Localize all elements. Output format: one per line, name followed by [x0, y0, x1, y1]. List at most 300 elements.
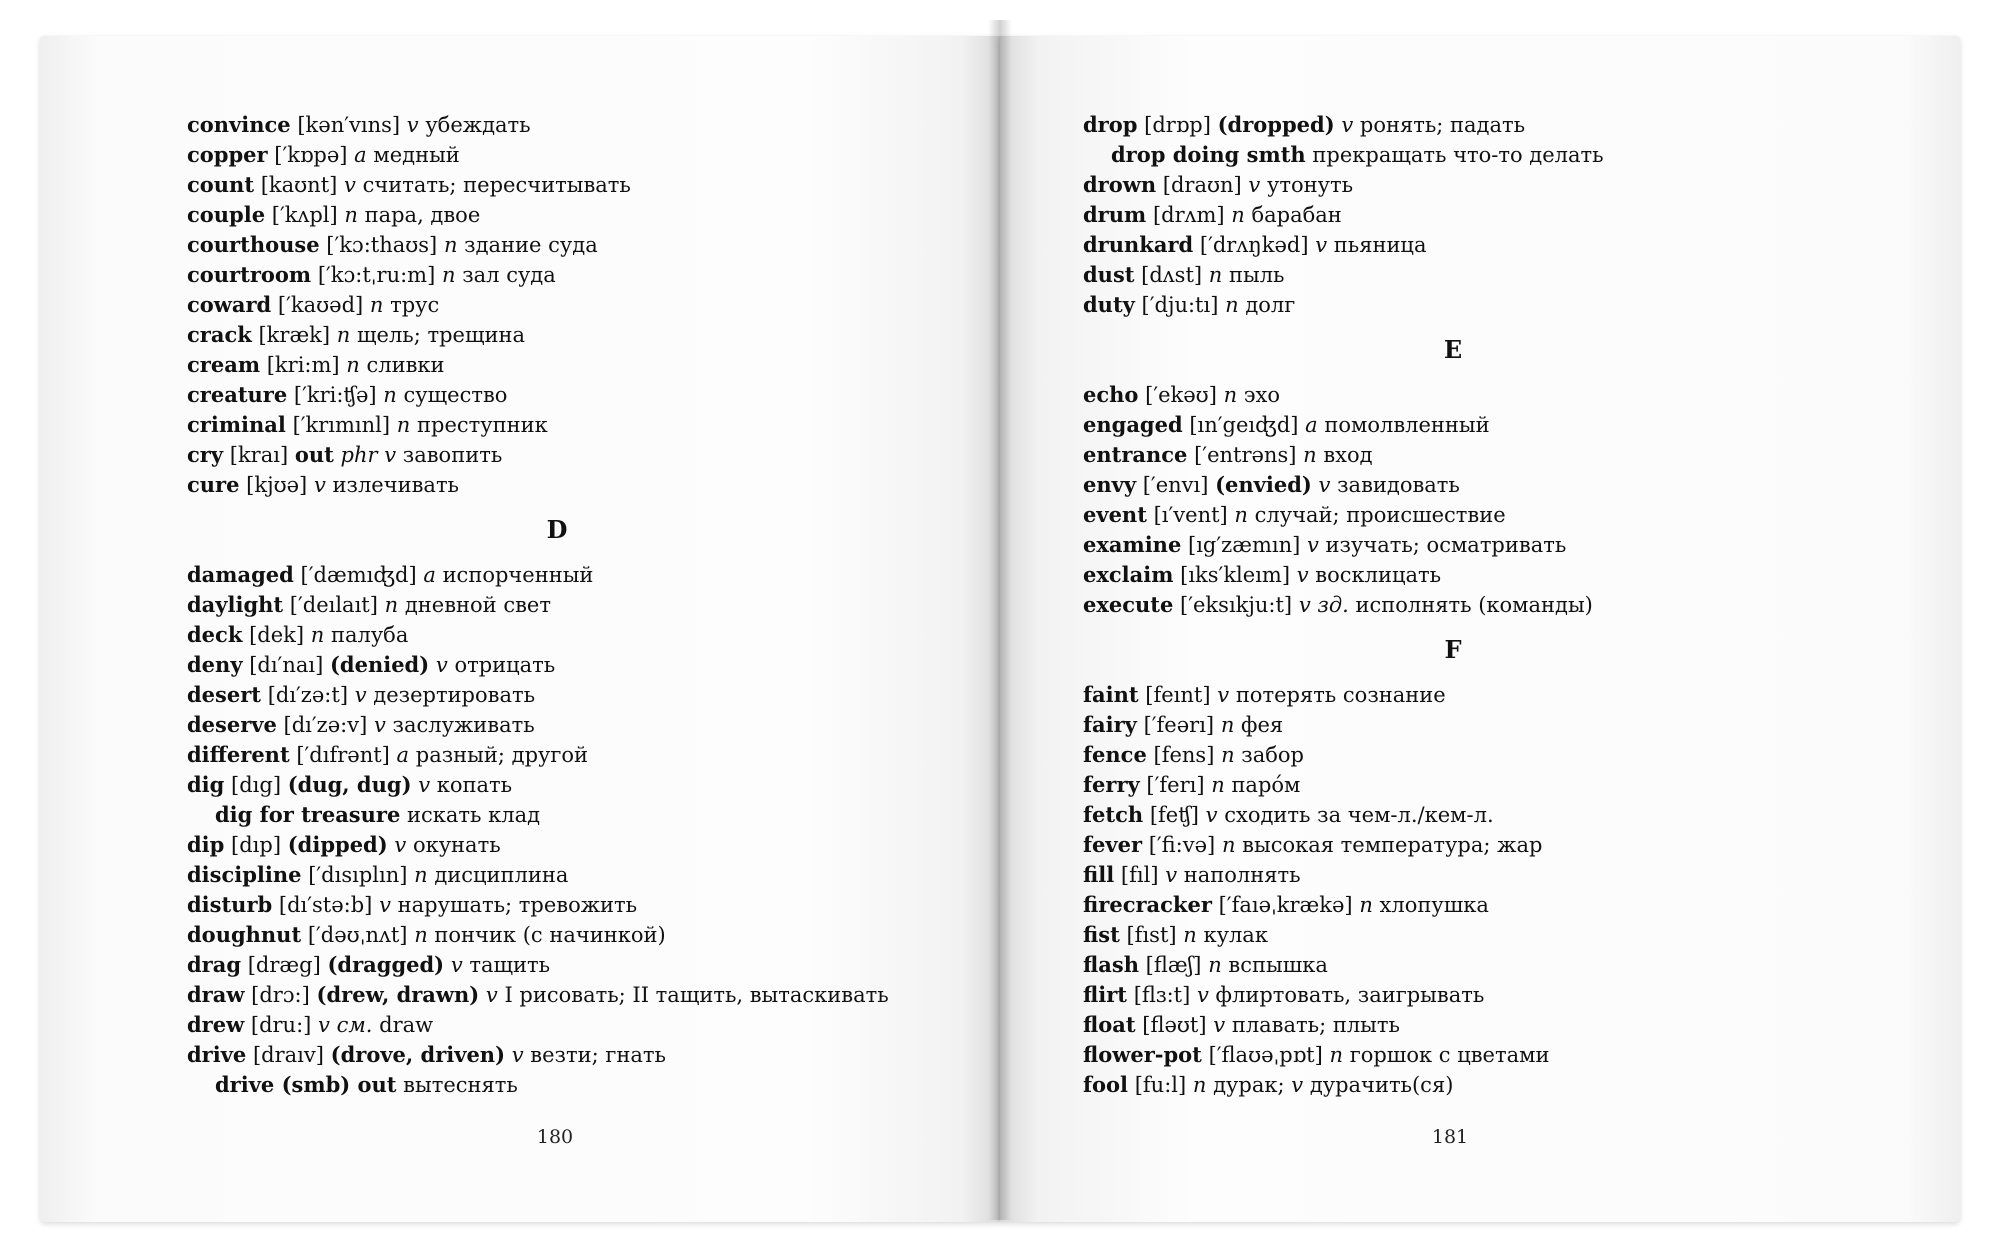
headword: fist: [1083, 922, 1120, 947]
part-of-speech: n: [384, 593, 399, 617]
part-of-speech: n: [414, 923, 428, 947]
reference-word: draw: [379, 1013, 434, 1037]
transcription: [′dısıplın]: [308, 863, 408, 887]
part-of-speech: n: [1329, 1043, 1344, 1067]
part-of-speech: v: [1341, 113, 1354, 137]
part-of-speech: n: [1220, 713, 1235, 737]
headword: firecracker: [1083, 892, 1212, 917]
transcription: [fens]: [1153, 743, 1215, 767]
translation: плавать; плыть: [1231, 1013, 1400, 1037]
translation: пара, двое: [364, 203, 481, 227]
part-of-speech: a: [1305, 413, 1318, 437]
headword: coward: [187, 292, 272, 317]
translation: преступник: [417, 413, 548, 437]
dictionary-entry: [1083, 260, 1843, 290]
dictionary-entry: [187, 740, 947, 770]
transcription: [′kʌpl]: [271, 203, 338, 227]
dictionary-entry: [187, 110, 947, 140]
transcription: [drɔ:]: [251, 983, 310, 1007]
transcription: [′kaʊəd]: [277, 293, 364, 317]
transcription: [feʧ]: [1149, 803, 1199, 827]
dictionary-entry: [187, 260, 947, 290]
word-forms: (drew, drawn): [316, 982, 480, 1007]
dictionary-entry: [1083, 410, 1843, 440]
translation: копать: [436, 773, 513, 797]
translation: высокая температура; жар: [1242, 833, 1543, 857]
headword: dig: [187, 772, 225, 797]
translation: хлопушка: [1379, 893, 1489, 917]
part-of-speech: v: [1296, 563, 1309, 587]
part-of-speech: v: [450, 953, 463, 977]
word-forms: (envied): [1215, 472, 1312, 497]
dictionary-entry: [1083, 110, 1843, 140]
dictionary-entry: [187, 1010, 947, 1040]
headword: count: [187, 172, 255, 197]
headword: flash: [1083, 952, 1139, 977]
part-of-speech: n: [1211, 773, 1225, 797]
headword: echo: [1083, 382, 1139, 407]
translation: флиртовать, заигрывать: [1215, 983, 1485, 1007]
transcription: [′dəʊˌnʌt]: [307, 923, 408, 947]
translation: потерять сознание: [1235, 683, 1446, 707]
headword: damaged: [187, 562, 294, 587]
headword: drop doing smth: [1111, 142, 1306, 167]
translation: палуба: [330, 623, 409, 647]
part-of-speech: n: [336, 323, 351, 347]
part-of-speech: n: [1221, 833, 1236, 857]
dictionary-entry: [1083, 980, 1843, 1010]
transcription: [kjʊə]: [246, 473, 308, 497]
translation: кулак: [1203, 923, 1268, 947]
part-of-speech: v: [418, 773, 431, 797]
part-of-speech: v: [1306, 533, 1319, 557]
dictionary-entry: [1083, 590, 1843, 620]
dictionary-entry: [187, 200, 947, 230]
dictionary-entry: [1083, 380, 1843, 410]
translation: фея: [1241, 713, 1284, 737]
translation: щель; трещина: [357, 323, 526, 347]
translation: эхо: [1243, 383, 1281, 407]
right-page-column: [1083, 110, 1843, 1100]
phrase-entry: [187, 1070, 947, 1100]
phrase-entry: [187, 800, 947, 830]
headword: drunkard: [1083, 232, 1194, 257]
dictionary-entry: [1083, 800, 1843, 830]
part-of-speech: v: [384, 443, 397, 467]
transcription: [dræg]: [247, 953, 321, 977]
headword: deserve: [187, 712, 277, 737]
dictionary-entry: [187, 1040, 947, 1070]
transcription: [′deılaıt]: [289, 593, 378, 617]
translation: вспышка: [1228, 953, 1328, 977]
transcription: [′kɔ:tˌru:m]: [317, 263, 436, 287]
dictionary-entry: [187, 620, 947, 650]
headword: engaged: [1083, 412, 1183, 437]
dictionary-entry: [1083, 710, 1843, 740]
headword: drive: [187, 1042, 247, 1067]
dictionary-entry: [187, 470, 947, 500]
dictionary-entry: [187, 830, 947, 860]
translation: считать; пересчитывать: [362, 173, 631, 197]
headword: courthouse: [187, 232, 320, 257]
transcription: [dı′naı]: [249, 653, 324, 677]
headword: faint: [1083, 682, 1139, 707]
translation: паро́м: [1231, 773, 1301, 797]
headword: execute: [1083, 592, 1174, 617]
headword: envy: [1083, 472, 1137, 497]
transcription: [kaʊnt]: [260, 173, 338, 197]
translation: барабан: [1251, 203, 1342, 227]
translation: долг: [1245, 293, 1296, 317]
part-of-speech: v: [1298, 593, 1311, 617]
word-forms: out: [294, 442, 334, 467]
word-forms: (drove, driven): [330, 1042, 506, 1067]
transcription: [flæʃ]: [1145, 953, 1202, 977]
book-gutter: [988, 20, 1012, 1220]
transcription: [feınt]: [1145, 683, 1211, 707]
part-of-speech: n: [369, 293, 384, 317]
translation: вход: [1323, 443, 1373, 467]
headword: fairy: [1083, 712, 1137, 737]
transcription: [dʌst]: [1141, 263, 1203, 287]
part-of-speech: n: [1208, 953, 1222, 977]
headword: drew: [187, 1012, 245, 1037]
usage-note: зд.: [1317, 593, 1349, 617]
word-forms: (dug, dug): [287, 772, 412, 797]
headword: copper: [187, 142, 268, 167]
translation: прекращать что-то делать: [1312, 143, 1604, 167]
part-of-speech: n: [441, 263, 456, 287]
headword: entrance: [1083, 442, 1188, 467]
transcription: [′drʌŋkəd]: [1199, 233, 1309, 257]
headword: duty: [1083, 292, 1135, 317]
dictionary-entry: [1083, 890, 1843, 920]
dictionary-entry: [187, 230, 947, 260]
dictionary-entry: [1083, 740, 1843, 770]
headword: cream: [187, 352, 261, 377]
section-letter: E: [1443, 335, 1463, 364]
transcription: [′feərı]: [1143, 713, 1215, 737]
part-of-speech: v: [1291, 1073, 1304, 1097]
dictionary-entry: [1083, 170, 1843, 200]
translation: дневной свет: [404, 593, 551, 617]
translation: вытеснять: [403, 1073, 518, 1097]
dictionary-entry: [1083, 470, 1843, 500]
headword: fill: [1083, 862, 1115, 887]
part-of-speech: v: [318, 1013, 330, 1037]
dictionary-entry: [1083, 200, 1843, 230]
dictionary-entry: [1083, 920, 1843, 950]
dictionary-entry: [187, 410, 947, 440]
part-of-speech: v: [1165, 863, 1178, 887]
part-of-speech: n: [344, 203, 358, 227]
translation: забор: [1241, 743, 1304, 767]
dictionary-entry: [1083, 530, 1843, 560]
part-of-speech: n: [1208, 263, 1223, 287]
translation: утонуть: [1266, 173, 1354, 197]
dictionary-entry: [1083, 770, 1843, 800]
translation: тащить: [469, 953, 551, 977]
transcription: [′kɔ:thaʊs]: [326, 233, 438, 257]
translation: зал суда: [462, 263, 556, 287]
word-forms: (dipped): [287, 832, 388, 857]
part-of-speech: n: [310, 623, 325, 647]
transcription: [drɒp]: [1144, 113, 1211, 137]
part-of-speech: v: [1315, 233, 1328, 257]
translation: пыль: [1229, 263, 1285, 287]
transcription: [draıv]: [252, 1043, 324, 1067]
part-of-speech: n: [1359, 893, 1373, 917]
headword: different: [187, 742, 290, 767]
translation: заслуживать: [392, 713, 535, 737]
transcription: [′entrəns]: [1194, 443, 1297, 467]
headword: convince: [187, 112, 291, 137]
dictionary-entry: [1083, 680, 1843, 710]
transcription: [′kɒpə]: [274, 143, 348, 167]
left-page-column: [187, 110, 947, 1100]
headword: drum: [1083, 202, 1147, 227]
translation: исполнять (команды): [1355, 593, 1593, 617]
transcription: [′dæmıʤd]: [300, 563, 417, 587]
part-of-speech: v: [354, 683, 367, 707]
translation: искать клад: [407, 803, 541, 827]
part-of-speech: v: [1213, 1013, 1226, 1037]
headword: fetch: [1083, 802, 1144, 827]
headword: deny: [187, 652, 243, 677]
transcription: [′kri:ʧə]: [293, 383, 377, 407]
part-of-speech: v: [379, 893, 391, 917]
dictionary-entry: [1083, 290, 1843, 320]
transcription: [dıg]: [231, 773, 282, 797]
headword: cry: [187, 442, 224, 467]
dictionary-entry: [187, 320, 947, 350]
translation: горшок с цветами: [1349, 1043, 1550, 1067]
translation: завопить: [402, 443, 503, 467]
headword: desert: [187, 682, 261, 707]
transcription: [′envı]: [1142, 473, 1209, 497]
transcription: [′krımınl]: [292, 413, 391, 437]
transcription: [dı′stə:b]: [278, 893, 373, 917]
part-of-speech: v: [1217, 683, 1230, 707]
part-of-speech: v: [1205, 803, 1218, 827]
transcription: [′flaʊəˌpɒt]: [1208, 1043, 1323, 1067]
transcription: [′dju:tı]: [1141, 293, 1219, 317]
part-of-speech: n: [1231, 203, 1245, 227]
transcription: [dıp]: [231, 833, 282, 857]
section-letter: F: [1444, 635, 1462, 664]
transcription: [ıks′kleım]: [1180, 563, 1291, 587]
headword: examine: [1083, 532, 1182, 557]
headword: dust: [1083, 262, 1135, 287]
dictionary-entry: [187, 290, 947, 320]
part-of-speech: n: [1221, 743, 1235, 767]
transcription: [dru:]: [250, 1013, 312, 1037]
transcription: [′dıfrənt]: [296, 743, 390, 767]
translation: завидовать: [1337, 473, 1460, 497]
dictionary-entry: [1083, 950, 1843, 980]
part-of-speech: n: [396, 413, 411, 437]
dictionary-entry: [187, 650, 947, 680]
dictionary-entry: [1083, 230, 1843, 260]
part-of-speech: a: [354, 143, 367, 167]
part-of-speech: n: [1192, 1073, 1207, 1097]
part-of-speech: n: [1303, 443, 1317, 467]
dictionary-entry: [187, 770, 947, 800]
translation: разный; другой: [415, 743, 589, 767]
part-of-speech: n: [443, 233, 458, 257]
transcription: [flɜ:t]: [1133, 983, 1191, 1007]
dictionary-entry: [187, 860, 947, 890]
headword: fool: [1083, 1072, 1129, 1097]
part-of-speech: n: [1234, 503, 1248, 527]
translation: пьяница: [1333, 233, 1427, 257]
part-of-speech: v: [1196, 983, 1209, 1007]
headword: drag: [187, 952, 242, 977]
translation: везти; гнать: [530, 1043, 666, 1067]
transcription: [′ferı]: [1146, 773, 1205, 797]
translation: отрицать: [454, 653, 556, 677]
part-of-speech: n: [1225, 293, 1239, 317]
headword: courtroom: [187, 262, 312, 287]
headword: flower-pot: [1083, 1042, 1202, 1067]
part-of-speech: v: [1248, 173, 1261, 197]
transcription: [kræk]: [258, 323, 331, 347]
headword: crack: [187, 322, 252, 347]
translation: существо: [403, 383, 508, 407]
part-of-speech: v: [406, 113, 419, 137]
part-of-speech: a: [396, 743, 410, 767]
part-of-speech: v: [373, 713, 386, 737]
translation: нарушать; тревожить: [397, 893, 638, 917]
headword: cure: [187, 472, 240, 497]
translation: наполнять: [1183, 863, 1301, 887]
transcription: [fıl]: [1120, 863, 1159, 887]
dictionary-entry: [187, 950, 947, 980]
part-of-speech: v: [394, 833, 407, 857]
transcription: [fu:l]: [1134, 1073, 1187, 1097]
headword: event: [1083, 502, 1147, 527]
translation: здание суда: [464, 233, 598, 257]
transcription: [ıg′zæmın]: [1188, 533, 1301, 557]
headword: fence: [1083, 742, 1147, 767]
word-forms: (denied): [329, 652, 430, 677]
dictionary-entry: [187, 920, 947, 950]
phrase-entry: [1083, 140, 1843, 170]
dictionary-entry: [187, 680, 947, 710]
translation: испорченный: [442, 563, 594, 587]
translation: дезертировать: [373, 683, 536, 707]
headword: draw: [187, 982, 245, 1007]
translation: восклицать: [1315, 563, 1442, 587]
page-number-right: 181: [1431, 1126, 1469, 1148]
dictionary-entry: [1083, 1070, 1843, 1100]
headword: drive (smb) out: [215, 1072, 397, 1097]
headword: doughnut: [187, 922, 302, 947]
part-of-speech: v: [435, 653, 448, 677]
translation: излечивать: [332, 473, 459, 497]
translation: ронять; падать: [1359, 113, 1526, 137]
part-of-speech: v: [344, 173, 356, 197]
dictionary-entry: [187, 980, 947, 1010]
dictionary-entry: [187, 170, 947, 200]
transcription: [′fi:və]: [1148, 833, 1216, 857]
dictionary-entry: [187, 590, 947, 620]
translation: изучать; осматривать: [1325, 533, 1567, 557]
transcription: [dı′zə:v]: [283, 713, 368, 737]
headword: dip: [187, 832, 225, 857]
translation: случай; происшествие: [1254, 503, 1506, 527]
transcription: [dı′zə:t]: [267, 683, 349, 707]
translation: сливки: [366, 353, 445, 377]
headword: drop: [1083, 112, 1138, 137]
dictionary-entry: [187, 440, 947, 470]
part-of-speech: n: [346, 353, 360, 377]
part-of-speech: v: [313, 473, 326, 497]
headword: daylight: [187, 592, 284, 617]
headword: creature: [187, 382, 288, 407]
transcription: [drʌm]: [1152, 203, 1225, 227]
transcription: [ın′geıʤd]: [1189, 413, 1299, 437]
headword: discipline: [187, 862, 302, 887]
translation: дурачить(ся): [1309, 1073, 1454, 1097]
translation: помолвленный: [1324, 413, 1490, 437]
dictionary-entry: [187, 350, 947, 380]
transcription: [kri:m]: [266, 353, 340, 377]
headword: couple: [187, 202, 266, 227]
part-of-speech: a: [423, 563, 436, 587]
part-of-speech: n: [414, 863, 428, 887]
part-of-speech: v: [1318, 473, 1331, 497]
transcription: [dek]: [249, 623, 305, 647]
page-number-left: 180: [536, 1126, 574, 1148]
part-of-speech: n: [1183, 923, 1197, 947]
see-reference: см.: [336, 1013, 373, 1037]
translation: пончик (с начинкой): [434, 923, 666, 947]
word-forms: (dragged): [327, 952, 445, 977]
part-of-speech: n: [383, 383, 397, 407]
transcription: [fıst]: [1126, 923, 1177, 947]
headword: dig for treasure: [215, 802, 401, 827]
transcription: [draʊn]: [1162, 173, 1242, 197]
part-of-speech: v: [485, 983, 498, 1007]
headword: flirt: [1083, 982, 1128, 1007]
dictionary-entry: [187, 380, 947, 410]
dictionary-entry: [1083, 830, 1843, 860]
transcription: [kraı]: [229, 443, 289, 467]
transcription: [fləʊt]: [1142, 1013, 1207, 1037]
headword: deck: [187, 622, 243, 647]
headword: disturb: [187, 892, 273, 917]
headword: fever: [1083, 832, 1143, 857]
translation: трус: [390, 293, 440, 317]
transcription: [kən′vıns]: [297, 113, 401, 137]
dictionary-entry: [1083, 500, 1843, 530]
headword: exclaim: [1083, 562, 1174, 587]
dictionary-entry: [1083, 440, 1843, 470]
headword: ferry: [1083, 772, 1140, 797]
translation: убеждать: [425, 113, 531, 137]
translation: I рисовать; II тащить, вытаскивать: [504, 983, 889, 1007]
dictionary-entry: [187, 560, 947, 590]
dictionary-entry: [1083, 560, 1843, 590]
translation: сходить за чем-л./кем-л.: [1224, 803, 1494, 827]
dictionary-entry: [187, 710, 947, 740]
dictionary-entry: [1083, 1040, 1843, 1070]
headword: float: [1083, 1012, 1136, 1037]
transcription: [′eksıkju:t]: [1180, 593, 1293, 617]
translation: дурак;: [1213, 1073, 1285, 1097]
dictionary-entry: [1083, 860, 1843, 890]
